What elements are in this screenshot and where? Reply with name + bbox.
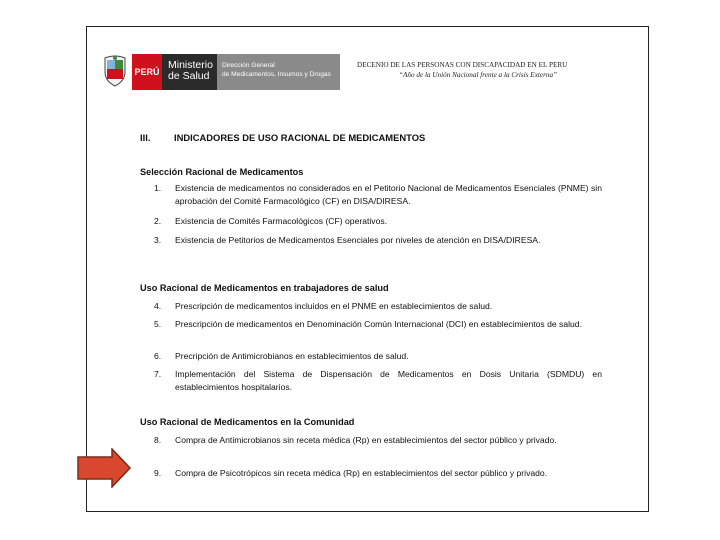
item-text: Compra de Antimicrobianos sin receta médica (Rp) en establecimientos del sector público y privado. xyxy=(175,435,557,445)
item-text: Existencia de Comités Farmacológicos (CF) operativos. xyxy=(175,216,388,226)
section-title-text: INDICADORES DE USO RACIONAL DE MEDICAMENTOS xyxy=(174,132,426,143)
ministerio-label xyxy=(162,54,217,90)
item-number: 5. xyxy=(154,319,162,329)
direccion-label xyxy=(217,54,340,90)
item-number: 2. xyxy=(154,216,162,226)
decenio-line-1: DECENIO DE LAS PERSONAS CON DISCAPACIDAD EN EL PERU xyxy=(357,61,568,69)
list-item xyxy=(154,182,602,207)
item-text: Existencia de Petitorios de Medicamentos Esenciales por niveles de atención en DISA/DIRESA. xyxy=(175,235,541,245)
item-text: Precripción de Antimicrobianos en establecimientos de salud. xyxy=(175,351,409,361)
item-number: 3. xyxy=(154,235,162,245)
section-title xyxy=(140,132,425,143)
list-item xyxy=(154,368,602,393)
direccion-line-2: de Medicamentos, Insumos y Drogas xyxy=(222,71,331,78)
pointer-arrow-icon xyxy=(76,448,132,488)
decenio-line-2: “Año de la Unión Nacional frente a la Crisis Externa” xyxy=(399,71,558,79)
list-item xyxy=(154,434,602,447)
group-heading-trabajadores: Uso Racional de Medicamentos en trabajadores de salud xyxy=(140,283,389,293)
ministerio-line-1: Ministerio xyxy=(168,59,213,71)
section-number: III. xyxy=(140,132,151,143)
item-number: 8. xyxy=(154,435,162,445)
list-item xyxy=(154,467,602,480)
item-number: 4. xyxy=(154,301,162,311)
group-heading-comunidad: Uso Racional de Medicamentos en la Comunidad xyxy=(140,417,355,427)
list-item xyxy=(154,350,602,363)
arrow-shape xyxy=(78,449,130,487)
peru-label: PERÚ xyxy=(132,54,162,90)
list-item xyxy=(154,318,602,331)
ministerio-logo xyxy=(102,54,340,90)
item-text: Implementación del Sistema de Dispensación de Medicamentos en Dosis Unitaria (SDMDU) en establecimientos hospitalarios. xyxy=(175,369,602,392)
item-text: Prescripción de medicamentos incluidos en el PNME en establecimientos de salud. xyxy=(175,301,493,311)
list-item xyxy=(154,215,602,228)
group-heading-seleccion: Selección Racional de Medicamentos xyxy=(140,167,304,177)
item-number: 1. xyxy=(154,183,162,193)
item-number: 9. xyxy=(154,468,162,478)
item-text: Existencia de medicamentos no considerados en el Petitorio Nacional de Medicamentos Esenciales (PNME) sin aprobación del Comité Farmacológico (CF) en DISA/DIRESA. xyxy=(175,183,602,206)
list-item xyxy=(154,300,602,313)
list-item xyxy=(154,234,602,247)
item-number: 7. xyxy=(154,369,162,379)
document-page xyxy=(86,26,649,512)
coat-of-arms-icon xyxy=(102,54,128,88)
decenio-header xyxy=(357,60,647,80)
direccion-line-1: Dirección General xyxy=(222,62,275,69)
ministerio-line-2: de Salud xyxy=(168,70,210,82)
item-text: Prescripción de medicamentos en Denominación Común Internacional (DCI) en establecimientos de salud. xyxy=(175,319,582,329)
item-number: 6. xyxy=(154,351,162,361)
item-text: Compra de Psicotrópicos sin receta médica (Rp) en establecimientos del sector público y privado. xyxy=(175,468,548,478)
